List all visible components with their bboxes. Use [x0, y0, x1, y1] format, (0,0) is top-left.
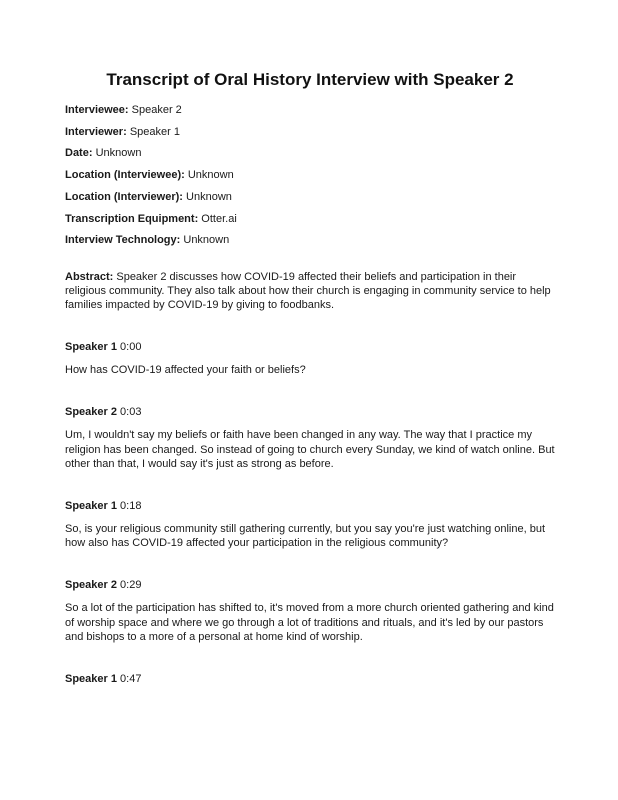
metadata-label: Date:: [65, 147, 93, 160]
speaker-timestamp: 0:29: [120, 579, 142, 592]
metadata-label: Transcription Equipment:: [65, 212, 199, 225]
speech-text: So a lot of the participation has shifted to, it's moved from a more church oriented gathering and kind of worship space and where we go through a lot of traditions and rituals, and it's led by our pastors and bishops to a more of a personal at home kind of worship.: [65, 602, 554, 644]
metadata-line-interviewer: [65, 125, 555, 139]
metadata-value: Unknown: [183, 234, 230, 247]
metadata-label: Location (Interviewer):: [65, 190, 183, 203]
transcript-turn: [65, 578, 555, 644]
transcript-turn: [65, 405, 555, 471]
transcript-turn: [65, 340, 555, 377]
metadata-line-interviewee: [65, 103, 555, 117]
speaker-name: Speaker 1: [65, 499, 117, 512]
metadata-line-interview-technology: [65, 233, 555, 247]
speaker-heading: [65, 340, 555, 354]
metadata-line-date: [65, 146, 555, 160]
speech-text: So, is your religious community still gathering currently, but you say you're just watching online, but how also has COVID-19 affected your participation in the religious community?: [65, 522, 546, 550]
speaker-heading: [65, 405, 555, 419]
metadata-label: Location (Interviewee):: [65, 169, 185, 182]
page-title: Transcript of Oral History Interview with Speaker 2: [106, 70, 514, 89]
metadata-value: Otter.ai: [201, 212, 237, 225]
speaker-heading: [65, 499, 555, 513]
abstract-paragraph: [65, 270, 555, 313]
metadata-label: Interviewee:: [65, 104, 129, 116]
speaker-heading: [65, 578, 555, 592]
speaker-name: Speaker 1: [65, 673, 117, 685]
abstract-label: Abstract:: [65, 270, 114, 283]
speaker-heading: [65, 672, 555, 686]
metadata-label: Interview Technology:: [65, 234, 181, 247]
speaker-timestamp: 0:00: [120, 341, 142, 354]
metadata-value: Speaker 2: [131, 104, 182, 116]
metadata-line-transcription-equipment: [65, 212, 555, 226]
metadata-value: Speaker 1: [129, 125, 180, 138]
speaker-timestamp: 0:18: [120, 499, 142, 512]
speaker-timestamp: 0:03: [120, 406, 142, 419]
metadata-line-location-interviewee: [65, 168, 555, 182]
speaker-name: Speaker 2: [65, 579, 117, 592]
speech-text: How has COVID-19 affected your faith or beliefs?: [65, 364, 306, 377]
speaker-name: Speaker 2: [65, 406, 117, 419]
metadata-value: Unknown: [95, 147, 142, 160]
abstract-text: Speaker 2 discusses how COVID-19 affected their beliefs and participation in their religious community. They also talk about how their church is engaging in community service to help families impacted by COVID-19 by giving to foodbanks.: [65, 270, 551, 312]
metadata-line-location-interviewer: [65, 190, 555, 204]
metadata-section: [65, 103, 555, 248]
metadata-value: Unknown: [187, 169, 234, 182]
metadata-label: Interviewer:: [65, 125, 127, 138]
speaker-timestamp: 0:47: [120, 673, 142, 685]
metadata-value: Unknown: [186, 190, 232, 203]
speech-text: Um, I wouldn't say my beliefs or faith have been changed in any way. The way that I practice my religion has been changed. So instead of going to church every Sunday, we kind of watch online. But other than that, I would say it's just as strong as before.: [65, 429, 555, 471]
speaker-name: Speaker 1: [65, 341, 117, 354]
transcript-turn: [65, 672, 555, 686]
transcript-turn: [65, 499, 555, 551]
